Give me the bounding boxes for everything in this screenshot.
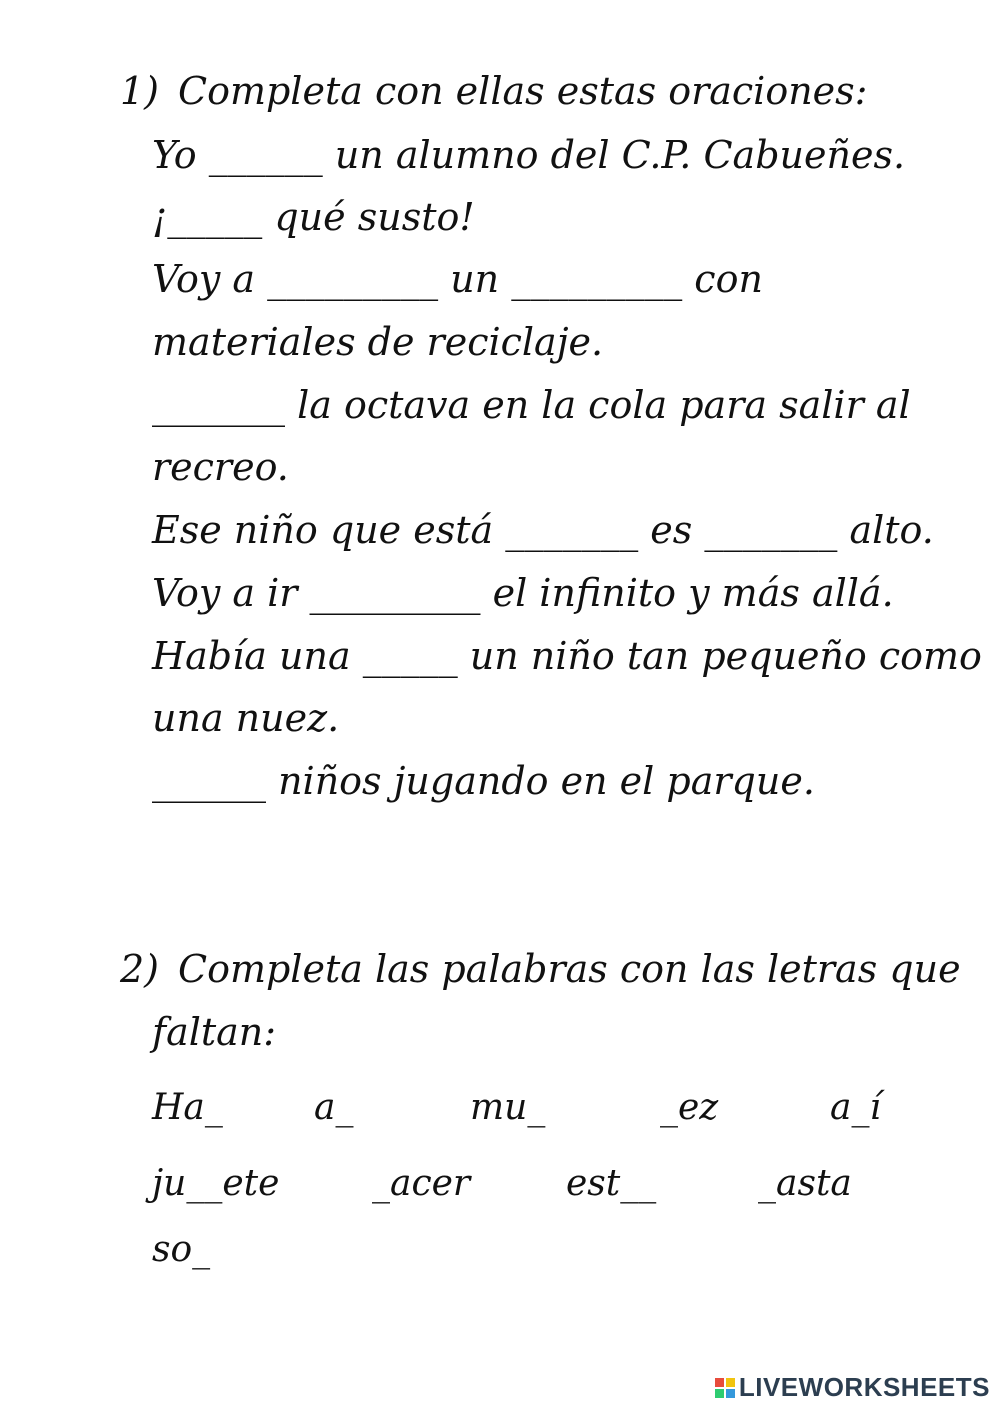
sentence-line: Yo ______ un alumno del C.P. Cabueñes. — [152, 133, 906, 177]
word-blank: ju__ete — [152, 1163, 280, 1204]
exercise-2-title — [120, 947, 961, 991]
exercise-1-number: 1) — [120, 69, 160, 113]
word-blank: _acer — [372, 1163, 471, 1204]
exercise-1-instruction: Completa con ellas estas oraciones: — [178, 69, 868, 113]
sentence-line: ¡_____ qué susto! — [152, 195, 475, 239]
word-blank: Ha_ — [152, 1087, 223, 1128]
word-blank: mu_ — [470, 1087, 546, 1128]
sentence-line: _______ la octava en la cola para salir al — [152, 383, 911, 427]
word-blank: a_ — [314, 1087, 354, 1128]
exercise-2-instruction: Completa las palabras con las letras que — [178, 947, 961, 991]
sentence-line: materiales de reciclaje. — [152, 320, 604, 364]
sentence-line: Voy a _________ un _________ con — [152, 257, 763, 301]
word-blank: _ez — [660, 1087, 719, 1128]
sentence-line: una nuez. — [152, 696, 340, 740]
exercise-2-instruction-cont: faltan: — [152, 1010, 277, 1054]
word-blank: est__ — [566, 1163, 657, 1204]
sentence-line: Había una _____ un niño tan pequeño como — [152, 634, 982, 678]
sentence-line: Ese niño que está _______ es _______ alto. — [152, 508, 934, 552]
exercise-2-number: 2) — [120, 947, 160, 991]
logo-icon — [715, 1378, 735, 1398]
exercise-1-title — [120, 69, 868, 113]
word-blank: so_ — [152, 1229, 211, 1270]
brand-name: LIVEWORKSHEETS — [738, 1372, 990, 1402]
word-blank: a_í — [830, 1087, 881, 1128]
sentence-line: Voy a ir _________ el infinito y más allá. — [152, 571, 894, 615]
sentence-line: recreo. — [152, 445, 289, 489]
sentence-line: ______ niños jugando en el parque. — [152, 759, 815, 803]
word-blank: _asta — [758, 1163, 852, 1204]
liveworksheets-logo — [715, 1372, 990, 1403]
